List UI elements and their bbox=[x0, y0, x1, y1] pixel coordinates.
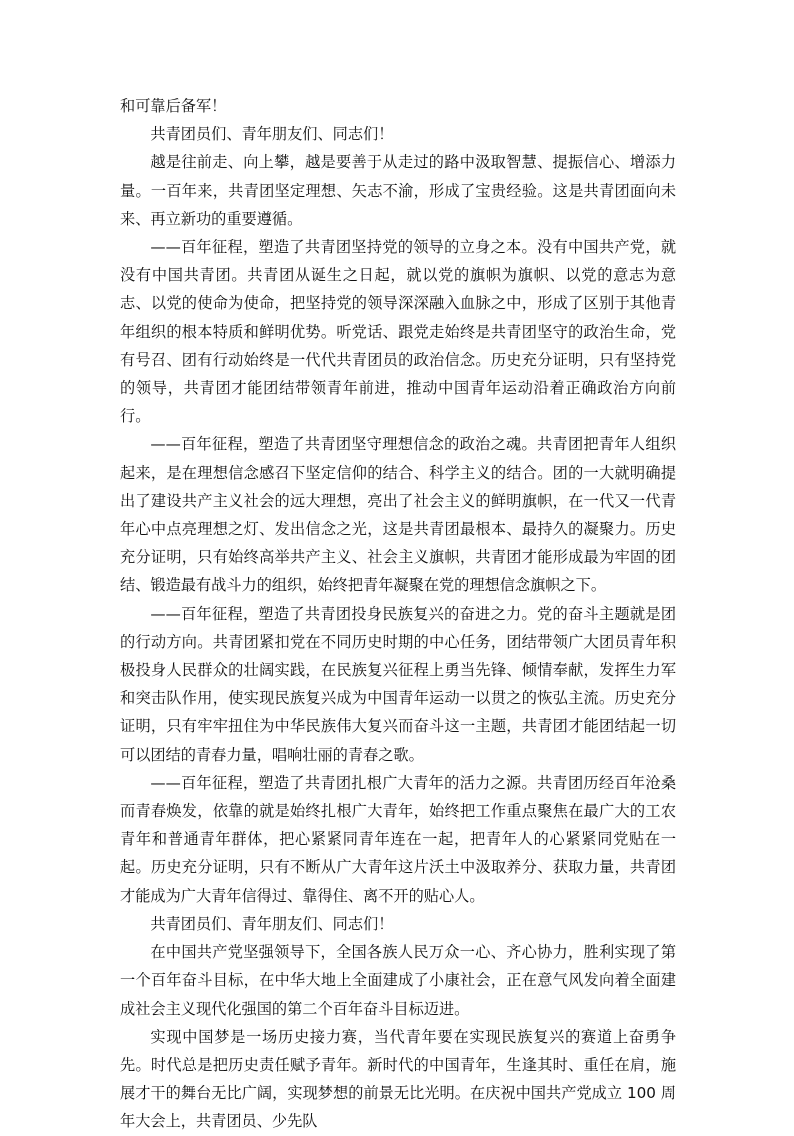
paragraph-china-dream: 实现中国梦是一场历史接力赛，当代青年要在实现民族复兴的赛道上奋勇争先。时代总是把历史责任赋予青年。新时代的中国青年，生逢其时、重任在肩，施展才干的舞台无比广阔，实现梦想的前景无比光明。在庆祝中国共产党成立 100 周年大会上，共青团员、少先队 bbox=[120, 1027, 676, 1131]
paragraph-salutation: 共青团员们、青年朋友们、同志们！ bbox=[150, 125, 394, 144]
paragraph-rejuvenation: ——百年征程，塑造了共青团投身民族复兴的奋进之力。党的奋斗主题就是团的行动方向。共青团紧扣党在不同历史时期的中心任务，团结带领广大团员青年积极投身人民群众的壮阔实践，在民族复兴征程上勇当先锋、倾情奉献，发挥生力军和突击队作用，使实现民族复兴成为中国青年运动一以贯之的恢弘主流。历史充分证明，只有牢牢扭住为中华民族伟大复兴而奋斗这一主题，共青团才能团结起一切可以团结的青春力量，唱响壮丽的青春之歌。 bbox=[120, 604, 676, 764]
paragraph-party-leadership: ——百年征程，塑造了共青团坚持党的领导的立身之本。没有中国共产党，就没有中国共青团。共青团从诞生之日起，就以党的旗帜为旗帜、以党的意志为意志、以党的使命为使命，把坚持党的领导深深融入血脉之中，形成了区别于其他青年组织的根本特质和鲜明优势。听党话、跟党走始终是共青团坚守的政治生命，党有号召、团有行动始终是一代代共青团员的政治信念。历史充分证明，只有坚持党的领导，共青团才能团结带领青年前进，推动中国青年运动沿着正确政治方向前行。 bbox=[120, 238, 676, 426]
document-body bbox=[120, 92, 676, 1136]
paragraph-salutation-2: 共青团员们、青年朋友们、同志们！ bbox=[150, 914, 394, 933]
paragraph-ideals: ——百年征程，塑造了共青团坚守理想信念的政治之魂。共青团把青年人组织起来，是在理想信念感召下坚定信仰的结合、科学主义的结合。团的一大就明确提出了建设共产主义社会的远大理想，亮出了社会主义的鲜明旗帜，在一代又一代青年心中点亮理想之灯、发出信念之光，这是共青团最根本、最持久的凝聚力。历史充分证明，只有始终高举共产主义、社会主义旗帜，共青团才能形成最为牢固的团结、锻造最有战斗力的组织，始终把青年凝聚在党的理想信念旗帜之下。 bbox=[120, 435, 676, 595]
paragraph-continuation: 和可靠后备军！ bbox=[120, 97, 227, 115]
paragraph-intro: 越是往前走、向上攀，越是要善于从走过的路中汲取智慧、提振信心、增添力量。一百年来，共青团坚定理想、矢志不渝，形成了宝贵经验。这是共青团面向未来、再立新功的重要遵循。 bbox=[120, 153, 676, 228]
paragraph-youth-roots: ——百年征程，塑造了共青团扎根广大青年的活力之源。共青团历经百年沧桑而青春焕发，依靠的就是始终扎根广大青年，始终把工作重点聚焦在最广大的工农青年和普通青年群体，把心紧紧同青年连在一起，把青年人的心紧紧同党贴在一起。历史充分证明，只有不断从广大青年这片沃土中汲取养分、获取力量，共青团才能成为广大青年信得过、靠得住、离不开的贴心人。 bbox=[120, 773, 676, 905]
paragraph-centenary-goal: 在中国共产党坚强领导下，全国各族人民万众一心、齐心协力，胜利实现了第一个百年奋斗目标，在中华大地上全面建成了小康社会，正在意气风发向着全面建成社会主义现代化强国的第二个百年奋斗目标迈进。 bbox=[120, 943, 676, 1018]
